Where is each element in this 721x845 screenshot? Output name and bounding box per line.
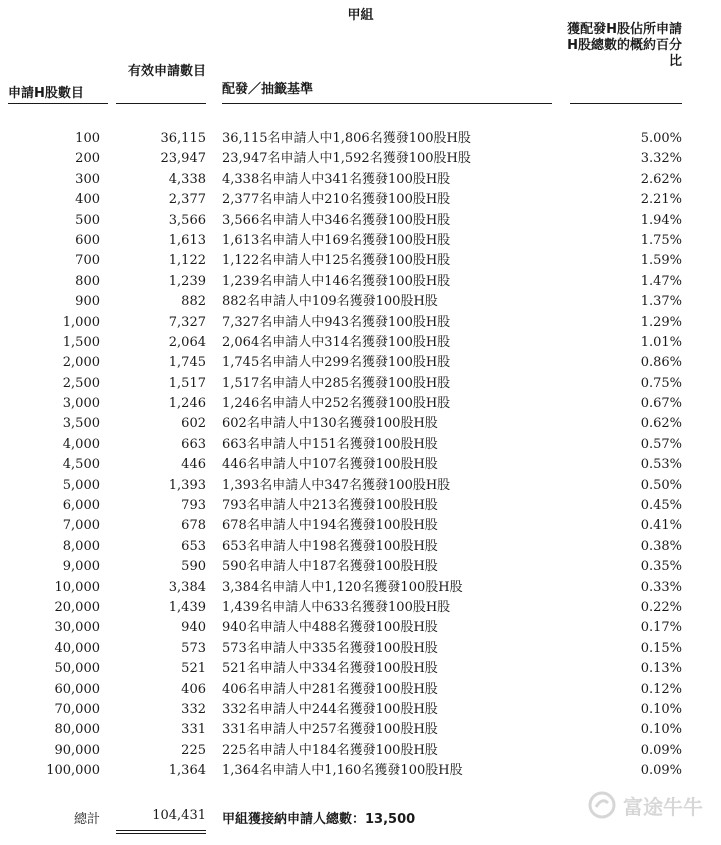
cell-pct: 1.94% [640, 212, 682, 228]
table-row [0, 659, 721, 679]
cell-shares-applied: 500 [75, 212, 100, 228]
cell-basis: 3,384名申請人中1,120名獲發100股H股 [222, 579, 463, 595]
table-row [0, 639, 721, 659]
cell-valid-applications: 882 [181, 294, 206, 310]
cell-valid-applications: 678 [181, 518, 206, 534]
cell-basis: 36,115名申請人中1,806名獲發100股H股 [222, 131, 471, 146]
cell-valid-applications: 573 [181, 640, 206, 656]
cell-valid-applications: 331 [181, 722, 206, 738]
table-row [0, 578, 721, 598]
cell-shares-applied: 2,000 [62, 355, 100, 371]
cell-pct: 3.32% [640, 151, 682, 167]
cell-shares-applied: 900 [75, 294, 100, 310]
table-row [0, 741, 721, 761]
cell-basis: 1,439名申請人中633名獲發100股H股 [222, 599, 451, 615]
cell-pct: 0.45% [640, 498, 682, 514]
table-row [0, 557, 721, 577]
table-row [0, 231, 721, 251]
cell-shares-applied: 1,000 [62, 314, 100, 330]
cell-valid-applications: 1,745 [168, 355, 206, 371]
cell-valid-applications: 1,122 [168, 253, 206, 269]
cell-shares-applied: 700 [75, 253, 100, 269]
cell-pct: 0.17% [640, 620, 682, 636]
table-row [0, 170, 721, 190]
cell-basis: 1,122名申請人中125名獲發100股H股 [222, 253, 451, 269]
cell-valid-applications: 23,947 [160, 151, 206, 167]
cell-valid-applications: 1,439 [168, 599, 206, 615]
cell-basis: 1,246名申請人中252名獲發100股H股 [222, 396, 451, 412]
cell-shares-applied: 400 [75, 192, 100, 208]
total-value: 104,431 [152, 808, 206, 823]
allotment-table [0, 129, 721, 782]
header-rule-1 [8, 103, 108, 104]
cell-basis: 4,338名申請人中341名獲發100股H股 [222, 171, 451, 187]
cell-basis: 7,327名申請人中943名獲發100股H股 [222, 314, 451, 330]
watermark-text: 富途牛牛 [623, 794, 703, 819]
table-row [0, 129, 721, 149]
cell-shares-applied: 20,000 [54, 599, 100, 615]
cell-pct: 0.38% [640, 538, 682, 554]
cell-pct: 0.86% [640, 355, 682, 371]
cell-basis: 793名申請人中213名獲發100股H股 [222, 498, 438, 514]
cell-valid-applications: 663 [181, 436, 206, 452]
cell-basis: 3,566名申請人中346名獲發100股H股 [222, 212, 451, 228]
cell-pct: 0.22% [640, 599, 682, 615]
cell-pct: 0.33% [640, 579, 682, 595]
cell-valid-applications: 3,566 [168, 212, 206, 228]
table-row [0, 211, 721, 231]
cell-pct: 1.47% [640, 273, 682, 289]
cell-shares-applied: 7,000 [62, 518, 100, 534]
cell-shares-applied: 5,000 [62, 477, 100, 493]
cell-pct: 0.15% [640, 640, 682, 656]
table-row [0, 394, 721, 414]
cell-basis: 406名申請人中281名獲發100股H股 [222, 681, 438, 697]
cell-shares-applied: 2,500 [62, 375, 100, 391]
cell-pct: 0.10% [640, 722, 682, 738]
cell-valid-applications: 7,327 [168, 314, 206, 330]
cell-valid-applications: 1,364 [168, 763, 206, 779]
table-row [0, 292, 721, 312]
cell-shares-applied: 3,000 [62, 396, 100, 412]
cell-pct: 0.12% [640, 681, 682, 697]
cell-pct: 2.21% [640, 192, 682, 208]
cell-basis: 882名申請人中109名獲發100股H股 [222, 294, 438, 310]
cell-shares-applied: 200 [75, 151, 100, 167]
cell-pct: 0.62% [640, 416, 682, 432]
cell-shares-applied: 3,500 [62, 416, 100, 432]
table-row [0, 537, 721, 557]
table-row [0, 761, 721, 781]
cell-valid-applications: 332 [181, 701, 206, 717]
cell-pct: 1.01% [640, 334, 682, 350]
cell-pct: 0.09% [640, 742, 682, 758]
table-row [0, 374, 721, 394]
cell-pct: 0.35% [640, 559, 682, 575]
cell-shares-applied: 10,000 [54, 579, 100, 595]
cell-valid-applications: 2,064 [168, 334, 206, 350]
table-row [0, 333, 721, 353]
cell-valid-applications: 653 [181, 538, 206, 554]
cell-pct: 5.00% [640, 131, 682, 146]
cell-basis: 332名申請人中244名獲發100股H股 [222, 701, 438, 717]
cell-basis: 225名申請人中184名獲發100股H股 [222, 742, 438, 758]
cell-basis: 521名申請人中334名獲發100股H股 [222, 661, 438, 677]
cell-pct: 0.53% [640, 457, 682, 473]
cell-pct: 1.37% [640, 294, 682, 310]
cell-basis: 940名申請人中488名獲發100股H股 [222, 620, 438, 636]
cell-valid-applications: 446 [181, 457, 206, 473]
cell-shares-applied: 8,000 [62, 538, 100, 554]
cell-basis: 602名申請人中130名獲發100股H股 [222, 416, 438, 432]
cell-shares-applied: 40,000 [54, 640, 100, 656]
header-rule-4 [570, 103, 682, 104]
cell-valid-applications: 793 [181, 498, 206, 514]
cell-shares-applied: 80,000 [54, 722, 100, 738]
cell-pct: 1.29% [640, 314, 682, 330]
cell-shares-applied: 70,000 [54, 701, 100, 717]
table-row [0, 618, 721, 638]
cell-basis: 331名申請人中257名獲發100股H股 [222, 722, 438, 738]
cell-valid-applications: 1,239 [168, 273, 206, 289]
table-row [0, 353, 721, 373]
cell-shares-applied: 800 [75, 273, 100, 289]
table-row [0, 190, 721, 210]
cell-pct: 2.62% [640, 171, 682, 187]
cell-pct: 0.75% [640, 375, 682, 391]
group-title: 甲組 [347, 8, 374, 23]
cell-valid-applications: 1,246 [168, 396, 206, 412]
table-row [0, 149, 721, 169]
futu-logo-icon [587, 790, 617, 820]
table-row [0, 251, 721, 271]
cell-shares-applied: 30,000 [54, 620, 100, 636]
cell-pct: 0.13% [640, 661, 682, 677]
cell-basis: 1,239名申請人中146名獲發100股H股 [222, 273, 451, 289]
cell-shares-applied: 6,000 [62, 498, 100, 514]
table-row [0, 516, 721, 536]
table-row [0, 313, 721, 333]
cell-shares-applied: 90,000 [54, 742, 100, 758]
cell-basis: 678名申請人中194名獲發100股H股 [222, 518, 438, 534]
header-shares-applied: 申請H股數目 [8, 86, 84, 101]
cell-valid-applications: 225 [181, 742, 206, 758]
cell-basis: 653名申請人中198名獲發100股H股 [222, 538, 438, 554]
cell-basis: 2,377名申請人中210名獲發100股H股 [222, 192, 451, 208]
table-row [0, 720, 721, 740]
cell-valid-applications: 3,384 [168, 579, 206, 595]
cell-pct: 1.59% [640, 253, 682, 269]
cell-valid-applications: 590 [181, 559, 206, 575]
table-row [0, 680, 721, 700]
cell-valid-applications: 406 [181, 681, 206, 697]
cell-shares-applied: 4,000 [62, 436, 100, 452]
cell-basis: 573名申請人中335名獲發100股H股 [222, 640, 438, 656]
header-valid-applications: 有效申請數目 [127, 64, 206, 79]
cell-shares-applied: 4,500 [62, 457, 100, 473]
cell-shares-applied: 1,500 [62, 334, 100, 350]
total-label: 總計 [73, 812, 100, 827]
cell-valid-applications: 1,517 [168, 375, 206, 391]
cell-pct: 0.50% [640, 477, 682, 493]
cell-valid-applications: 36,115 [160, 131, 206, 146]
total-double-rule-top [116, 830, 206, 831]
cell-basis: 1,364名申請人中1,160名獲發100股H股 [222, 763, 463, 779]
cell-shares-applied: 600 [75, 232, 100, 248]
cell-pct: 1.75% [640, 232, 682, 248]
cell-basis: 1,393名申請人中347名獲發100股H股 [222, 477, 451, 493]
cell-valid-applications: 4,338 [168, 171, 206, 187]
cell-valid-applications: 602 [181, 416, 206, 432]
cell-valid-applications: 1,393 [168, 477, 206, 493]
cell-basis: 590名申請人中187名獲發100股H股 [222, 559, 438, 575]
cell-basis: 446名申請人中107名獲發100股H股 [222, 457, 438, 473]
header-rule-2 [116, 103, 206, 104]
cell-pct: 0.09% [640, 763, 682, 779]
cell-basis: 663名申請人中151名獲發100股H股 [222, 436, 438, 452]
header-rule-3 [222, 103, 552, 104]
table-row [0, 455, 721, 475]
cell-valid-applications: 1,613 [168, 232, 206, 248]
table-row [0, 414, 721, 434]
cell-shares-applied: 100,000 [46, 763, 100, 779]
cell-shares-applied: 300 [75, 171, 100, 187]
cell-shares-applied: 60,000 [54, 681, 100, 697]
header-basis: 配發／抽籤基準 [222, 82, 314, 97]
cell-valid-applications: 521 [181, 661, 206, 677]
cell-shares-applied: 9,000 [62, 559, 100, 575]
cell-shares-applied: 50,000 [54, 661, 100, 677]
cell-pct: 0.41% [640, 518, 682, 534]
cell-basis: 1,745名申請人中299名獲發100股H股 [222, 355, 451, 371]
cell-basis: 1,613名申請人中169名獲發100股H股 [222, 232, 451, 248]
table-row [0, 272, 721, 292]
cell-pct: 0.10% [640, 701, 682, 717]
cell-valid-applications: 2,377 [168, 192, 206, 208]
total-double-rule-bottom [116, 833, 206, 834]
watermark [587, 790, 703, 820]
cell-pct: 0.67% [640, 396, 682, 412]
table-row [0, 598, 721, 618]
header-pct: 獲配發H股佔所申請H股總數的概約百分比 [567, 22, 682, 69]
cell-basis: 23,947名申請人中1,592名獲發100股H股 [222, 151, 471, 167]
cell-shares-applied: 100 [75, 131, 100, 146]
cell-pct: 0.57% [640, 436, 682, 452]
table-row [0, 435, 721, 455]
total-accepted-note: 甲組獲接納申請人總數：13,500 [222, 812, 416, 827]
table-row [0, 496, 721, 516]
cell-valid-applications: 940 [181, 620, 206, 636]
cell-basis: 1,517名申請人中285名獲發100股H股 [222, 375, 451, 391]
table-row [0, 476, 721, 496]
cell-basis: 2,064名申請人中314名獲發100股H股 [222, 334, 451, 350]
table-row [0, 700, 721, 720]
